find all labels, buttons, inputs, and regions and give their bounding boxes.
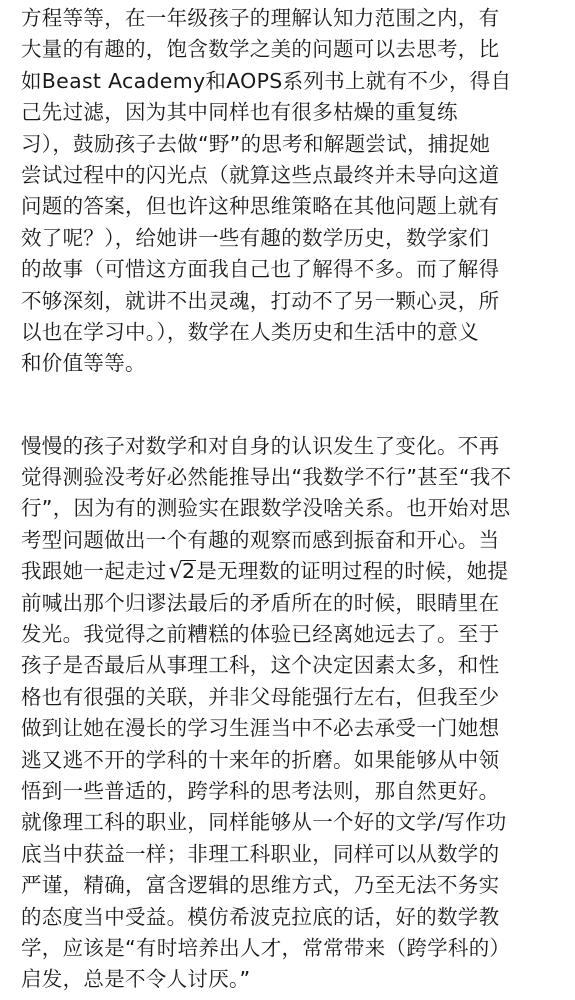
text-segment: 我跟她一起走过 [21,559,167,584]
text-line: 习），鼓励孩子去做“野”的思考和解题尝试，捕捉她 [21,131,491,156]
paragraph-2 [21,431,561,996]
text-line: 底当中获益一样；非理工科职业，同样可以从数学的 [21,841,500,866]
text-line: 的态度当中受益。模仿希波克拉底的话，好的数学教 [21,904,500,929]
text-line: 如Beast Academy和AOPS系列书上就有不少，得自 [21,68,512,93]
paragraph-gap [21,380,561,431]
radical-sign: √ [168,559,183,585]
text-line: 问题的答案，但也许这种思维策略在其他问题上就有 [21,194,500,219]
text-line: 方程等等，在一年级孩子的理解认知力范围之内，有 [21,6,500,30]
text-line: 做到让她在漫长的学习生涯当中不必去承受一门她想 [21,716,500,741]
text-line: 孩子是否最后从事理工科，这个决定因素太多，和性 [21,653,500,678]
text-line: 尝试过程中的闪光点（就算这些点最终并未导向这道 [21,162,500,187]
text-line: 效了呢？），给她讲一些有趣的数学历史，数学家们 [21,225,490,250]
radicand: 2 [181,559,196,584]
paragraph-1 [21,0,561,380]
text-line: 己先过滤，因为其中同样也有很多枯燥的重复练 [21,100,458,125]
text-line: 考型问题做出一个有趣的观察而感到振奋和开心。当 [21,527,500,552]
square-root-symbol [167,556,197,587]
text-line: 逃又逃不开的学科的十来年的折磨。如果能够从中领 [21,747,500,772]
text-line-with-sqrt [21,556,561,587]
text-line: 学，应该是“有时培养出人才，常常带来（跨学科的） [21,935,511,960]
text-line: 就像理工科的职业，同样能够从一个好的文学/写作功 [21,810,507,835]
text-line: 严谨，精确，富含逻辑的思维方式，乃至无法不务实 [21,873,500,898]
text-line: 和价值等等。 [21,351,146,376]
text-line: 觉得测验没考好必然能推导出“我数学不行”甚至“我不 [21,465,512,490]
text-line: 格也有很强的关联，并非父母能强行左右，但我至少 [21,684,500,709]
text-line: 不够深刻，就讲不出灵魂，打动不了另一颗心灵，所 [21,288,500,313]
text-line: 大量的有趣的，饱含数学之美的问题可以去思考，比 [21,37,500,62]
article-body [21,0,561,996]
text-line: 行”，因为有的测验实在跟数学没啥关系。也开始对思 [21,496,511,521]
text-line: 的故事（可惜这方面我自己也了解得不多。而了解得 [21,257,500,282]
text-line: 发光。我觉得之前糟糕的体验已经离她远去了。至于 [21,622,500,647]
text-line: 悟到一些普适的，跨学科的思考法则，那自然更好。 [21,778,500,803]
text-line: 前喊出那个归谬法最后的矛盾所在的时候，眼睛里在 [21,590,500,615]
text-line: 启发，总是不令人讨厌。” [21,967,251,992]
text-line: 慢慢的孩子对数学和对自身的认识发生了变化。不再 [21,433,500,458]
text-segment: 是无理数的证明过程的时候，她提 [196,559,509,584]
text-line: 以也在学习中。），数学在人类历史和生活中的意义 [21,319,479,344]
